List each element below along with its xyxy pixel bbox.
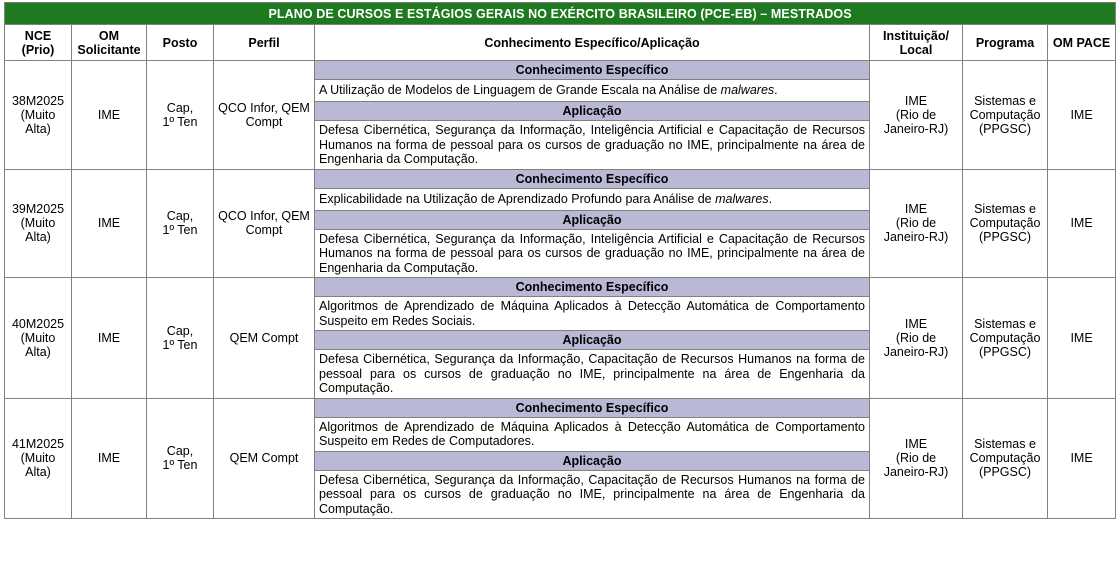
header-conhecimento: Conhecimento Específico/Aplicação (315, 25, 870, 61)
om-cell: IME (72, 398, 147, 519)
perfil-cell: QCO Infor, QEM Compt (214, 61, 315, 170)
section-conhecimento: Conhecimento Específico (315, 278, 870, 297)
instituicao-cell: IME (Rio de Janeiro-RJ) (870, 398, 963, 519)
section-aplicacao: Aplicação (315, 451, 870, 470)
section-aplicacao: Aplicação (315, 102, 870, 121)
om-pace-cell: IME (1048, 278, 1116, 399)
perfil-cell: QCO Infor, QEM Compt (214, 169, 315, 278)
conhecimento-text: Algoritmos de Aprendizado de Máquina Aplicados à Detecção Automática de Comportamento Suspeito em Redes de Computadores. (315, 417, 870, 451)
om-pace-cell: IME (1048, 61, 1116, 170)
section-aplicacao: Aplicação (315, 331, 870, 350)
nce-cell: 38M2025 (Muito Alta) (5, 61, 72, 170)
conhecimento-text: Algoritmos de Aprendizado de Máquina Aplicados à Detecção Automática de Comportamento Suspeito em Redes Sociais. (315, 297, 870, 331)
aplicacao-text: Defesa Cibernética, Segurança da Informação, Capacitação de Recursos Humanos na forma de pessoal para os cursos de graduação no IME, principalmente na área de Engenharia da Computação. (315, 470, 870, 519)
programa-cell: Sistemas e Computação (PPGSC) (963, 278, 1048, 399)
aplicacao-text: Defesa Cibernética, Segurança da Informação, Inteligência Artificial e Capacitação de Recursos Humanos na forma de pessoal para os cursos de graduação no IME, principalmente na área de Engenharia da Computação. (315, 229, 870, 278)
header-row (5, 25, 1116, 61)
table-title: PLANO DE CURSOS E ESTÁGIOS GERAIS NO EXÉRCITO BRASILEIRO (PCE-EB) – MESTRADOS (5, 3, 1116, 25)
header-posto: Posto (147, 25, 214, 61)
instituicao-cell: IME (Rio de Janeiro-RJ) (870, 61, 963, 170)
courses-table (4, 2, 1116, 519)
table-row (5, 398, 1116, 417)
instituicao-cell: IME (Rio de Janeiro-RJ) (870, 169, 963, 278)
title-row (5, 3, 1116, 25)
programa-cell: Sistemas e Computação (PPGSC) (963, 398, 1048, 519)
section-aplicacao: Aplicação (315, 210, 870, 229)
header-nce: NCE (Prio) (5, 25, 72, 61)
header-om-solicitante: OM Solicitante (72, 25, 147, 61)
header-instituicao: Instituição/ Local (870, 25, 963, 61)
posto-cell: Cap, 1º Ten (147, 278, 214, 399)
posto-cell: Cap, 1º Ten (147, 398, 214, 519)
programa-cell: Sistemas e Computação (PPGSC) (963, 169, 1048, 278)
section-conhecimento: Conhecimento Específico (315, 169, 870, 188)
om-cell: IME (72, 278, 147, 399)
table-row (5, 61, 1116, 80)
document (4, 2, 1115, 519)
perfil-cell: QEM Compt (214, 278, 315, 399)
om-pace-cell: IME (1048, 398, 1116, 519)
aplicacao-text: Defesa Cibernética, Segurança da Informação, Inteligência Artificial e Capacitação de Recursos Humanos na forma de pessoal para os cursos de graduação no IME, principalmente na área de Engenharia da Computação. (315, 121, 870, 170)
om-pace-cell: IME (1048, 169, 1116, 278)
nce-cell: 39M2025 (Muito Alta) (5, 169, 72, 278)
header-programa: Programa (963, 25, 1048, 61)
header-om-pace: OM PACE (1048, 25, 1116, 61)
om-cell: IME (72, 61, 147, 170)
table-row (5, 278, 1116, 297)
programa-cell: Sistemas e Computação (PPGSC) (963, 61, 1048, 170)
table-row (5, 169, 1116, 188)
nce-cell: 40M2025 (Muito Alta) (5, 278, 72, 399)
header-perfil: Perfil (214, 25, 315, 61)
posto-cell: Cap, 1º Ten (147, 61, 214, 170)
conhecimento-text: Explicabilidade na Utilização de Aprendizado Profundo para Análise de malwares. (315, 188, 870, 210)
posto-cell: Cap, 1º Ten (147, 169, 214, 278)
instituicao-cell: IME (Rio de Janeiro-RJ) (870, 278, 963, 399)
om-cell: IME (72, 169, 147, 278)
section-conhecimento: Conhecimento Específico (315, 398, 870, 417)
perfil-cell: QEM Compt (214, 398, 315, 519)
table-body (5, 61, 1116, 519)
section-conhecimento: Conhecimento Específico (315, 61, 870, 80)
aplicacao-text: Defesa Cibernética, Segurança da Informação, Capacitação de Recursos Humanos na forma de pessoal para os cursos de graduação no IME, principalmente na área de Engenharia da Computação. (315, 350, 870, 399)
nce-cell: 41M2025 (Muito Alta) (5, 398, 72, 519)
conhecimento-text: A Utilização de Modelos de Linguagem de Grande Escala na Análise de malwares. (315, 80, 870, 102)
